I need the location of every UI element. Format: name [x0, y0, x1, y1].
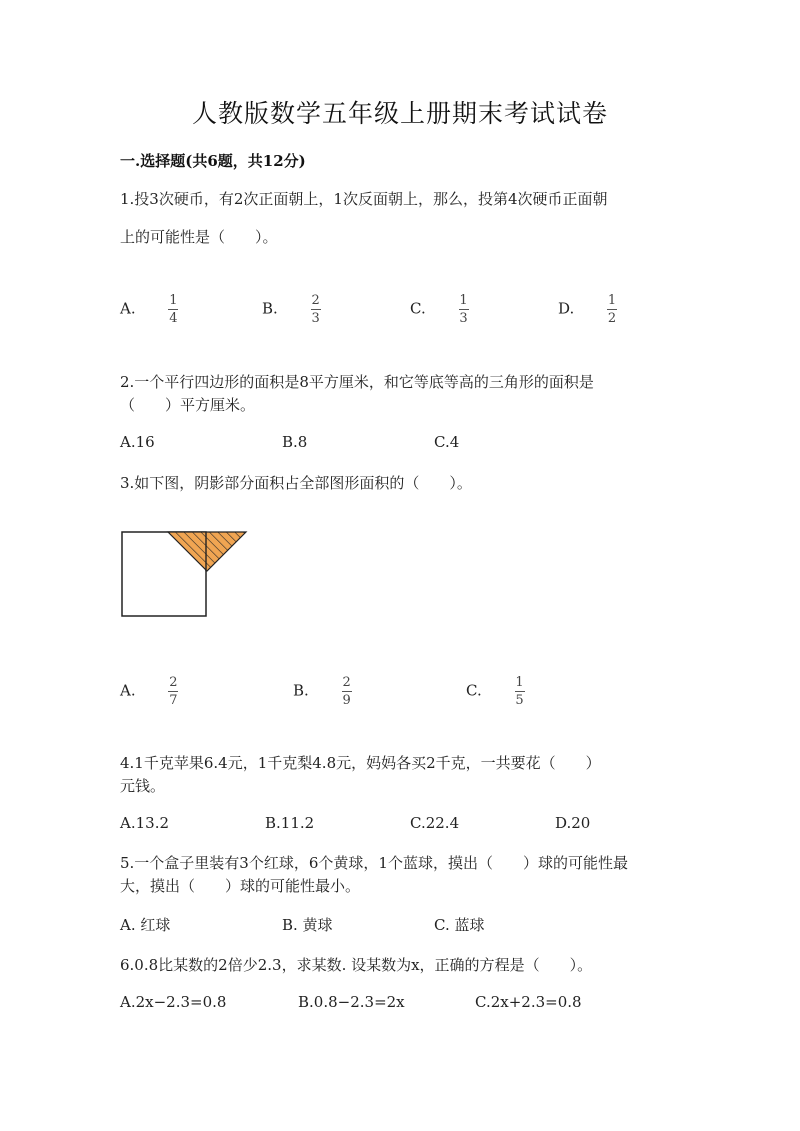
option-c[interactable]: C.22.4 — [410, 814, 460, 832]
option-a[interactable]: A. $\frac{1}{4}$ — [120, 293, 178, 326]
option-a[interactable]: A. $\frac{2}{7}$ — [120, 675, 178, 708]
question-2-line-2: （ ）平方厘米。 — [120, 396, 256, 414]
option-b[interactable]: B.11.2 — [265, 814, 315, 832]
question-2-line-1: 2.一个平行四边形的面积是8平方厘米，和它等底等高的三角形的面积是 — [120, 373, 594, 391]
section-heading: 一.选择题(共6题，共12分) — [120, 152, 306, 170]
fraction: $\frac{1}{2}$ — [607, 293, 617, 326]
question-1-line-1: 1.投3次硬币，有2次正面朝上，1次反面朝上，那么，投第4次硬币正面朝 — [120, 190, 608, 208]
question-4-line-1: 4.1千克苹果6.4元，1千克梨4.8元，妈妈各买2千克，一共要花（ ） — [120, 754, 601, 772]
option-d[interactable]: D.20 — [555, 814, 591, 832]
option-c[interactable]: C.4 — [434, 433, 460, 451]
option-b[interactable]: B. $\frac{2}{3}$ — [262, 293, 320, 326]
question-3-options — [0, 670, 800, 710]
option-b[interactable]: B. $\frac{2}{9}$ — [293, 675, 351, 708]
fraction: $\frac{2}{9}$ — [342, 675, 351, 708]
question-4-line-2: 元钱。 — [120, 777, 166, 795]
option-b[interactable]: B.8 — [282, 433, 308, 451]
option-c[interactable]: C. $\frac{1}{3}$ — [410, 293, 468, 326]
option-c[interactable]: C. 蓝球 — [434, 916, 485, 934]
option-c[interactable]: C. $\frac{1}{5}$ — [466, 675, 524, 708]
option-a[interactable]: A.2x−2.3=0.8 — [120, 993, 227, 1011]
question-6-line-1: 6.0.8比某数的2倍少2.3，求某数. 设某数为x，正确的方程是（ ）。 — [120, 956, 593, 974]
question-5-line-2: 大，摸出（ ）球的可能性最小。 — [120, 877, 361, 895]
fraction: $\frac{2}{3}$ — [311, 293, 320, 326]
page-title: 人教版数学五年级上册期末考试试卷 — [191, 99, 608, 128]
fraction: $\frac{2}{7}$ — [169, 675, 178, 708]
question-1-options — [0, 288, 800, 328]
option-a[interactable]: A. 红球 — [120, 916, 171, 934]
option-a[interactable]: A.16 — [120, 433, 155, 451]
option-c[interactable]: C.2x+2.3=0.8 — [475, 993, 582, 1011]
option-b[interactable]: B. 黄球 — [282, 916, 333, 934]
question-3-line-1: 3.如下图，阴影部分面积占全部图形面积的（ ）。 — [120, 474, 472, 492]
option-b[interactable]: B.0.8−2.3=2x — [298, 993, 405, 1011]
question-5-line-1: 5.一个盒子里装有3个红球，6个黄球，1个蓝球，摸出（ ）球的可能性最 — [120, 854, 628, 872]
option-d[interactable]: D. $\frac{1}{2}$ — [558, 293, 617, 326]
option-a[interactable]: A.13.2 — [120, 814, 169, 832]
fraction: $\frac{1}{5}$ — [515, 675, 524, 708]
fraction: $\frac{1}{4}$ — [169, 293, 178, 326]
shaded-figure — [120, 528, 250, 618]
question-1-line-2: 上的可能性是（ ）。 — [120, 228, 278, 246]
fraction: $\frac{1}{3}$ — [459, 293, 468, 326]
